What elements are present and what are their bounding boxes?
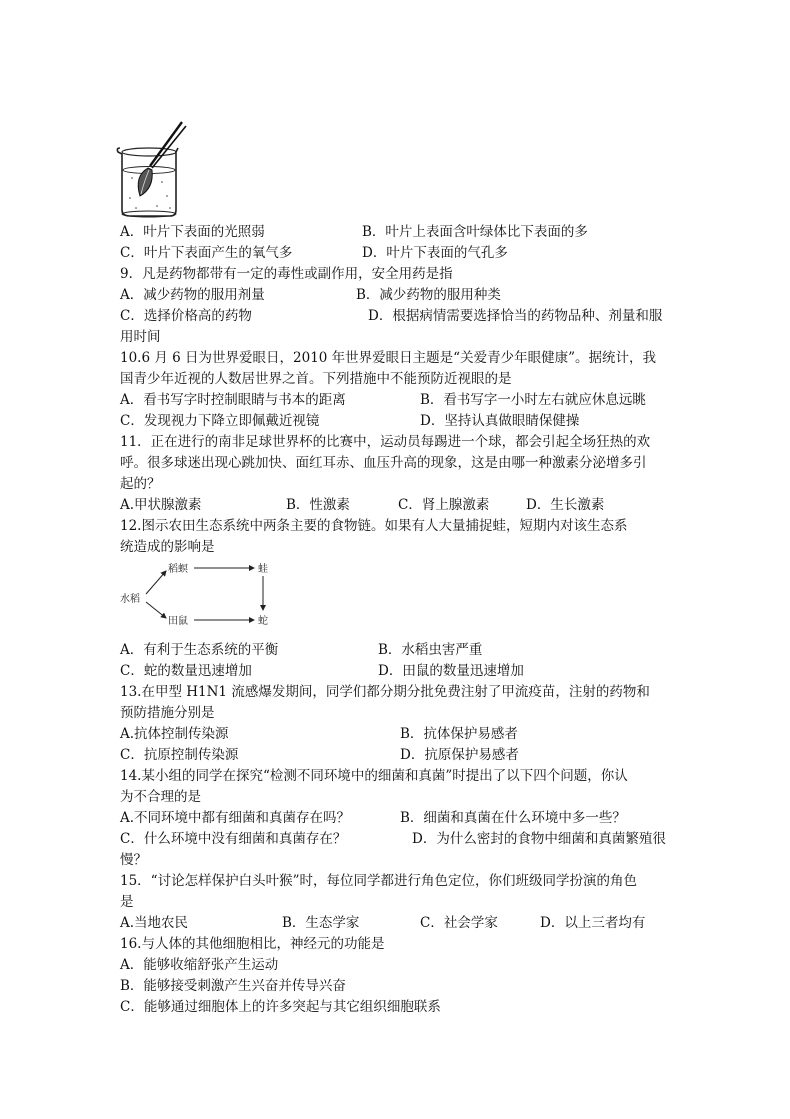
- q11-stem-line1: 11．正在进行的南非足球世界杯的比赛中，运动员每踢进一个球，都会引起全场狂热的欢: [120, 434, 651, 450]
- q8-option-c: C．叶片下表面产生的氧气多: [120, 245, 293, 261]
- q16-option-b: B．能够接受刺激产生兴奋并传导兴奋: [120, 978, 346, 994]
- beaker-leaf-illustration: [112, 118, 192, 220]
- q11-option-a: A.甲状腺激素: [120, 497, 202, 513]
- node-snake: 蛇: [258, 616, 268, 627]
- q12-option-a: A．有利于生态系统的平衡: [120, 642, 279, 658]
- q14-stem-line2: 为不合理的是: [120, 789, 201, 805]
- q10-stem-line2: 国青少年近视的人数居世界之首。下列措施中不能预防近视眼的是: [120, 371, 512, 387]
- q10-option-b: B．看书写字一小时左右就应休息远眺: [420, 392, 646, 408]
- q12-option-c: C．蛇的数量迅速增加: [120, 663, 252, 679]
- leaf-icon: [138, 168, 152, 196]
- q8-option-a: A．叶片下表面的光照弱: [120, 224, 265, 240]
- q16-stem: 16.与人体的其他细胞相比，神经元的功能是: [120, 936, 385, 952]
- q14-option-a: A.不同环境中都有细菌和真菌存在吗？: [120, 810, 351, 826]
- q8-option-b: B．叶片上表面含叶绿体比下表面的多: [362, 224, 588, 240]
- q13-option-b: B．抗体保护易感者: [400, 726, 518, 742]
- q15-option-b: B．生态学家: [282, 915, 360, 931]
- q16-option-c: C．能够通过细胞体上的许多突起与其它组织细胞联系: [120, 999, 441, 1015]
- node-locust: 稻螟: [168, 564, 188, 575]
- forceps-icon: [150, 122, 186, 168]
- q15-option-a: A.当地农民: [120, 915, 189, 931]
- q9-stem: 9．凡是药物都带有一定的毒性或副作用，安全用药是指: [120, 266, 453, 282]
- arrow-rice-mouse: [146, 602, 166, 618]
- q12-option-d: D．田鼠的数量迅速增加: [378, 663, 524, 679]
- q12-stem-line2: 统造成的影响是: [120, 539, 215, 555]
- q11-stem-line2: 呼。很多球迷出现心跳加快、面红耳赤、血压升高的现象，这是由哪一种激素分泌增多引: [120, 455, 647, 471]
- food-chain-diagram: [116, 558, 286, 630]
- q10-option-c: C．发现视力下降立即佩戴近视镜: [120, 413, 320, 429]
- q13-stem-line1: 13.在甲型 H1N1 流感爆发期间，同学们都分期分批免费注射了甲流疫苗，注射的药物和: [120, 684, 650, 700]
- q14-option-d-cont: 慢？: [120, 852, 147, 868]
- q11-option-b: B．性激素: [286, 497, 350, 513]
- q10-stem-line1: 10.6 月 6 日为世界爱眼日，2010 年世界爱眼日主题是“关爱青少年眼健康”。据统计，我: [120, 350, 656, 366]
- q14-option-d: D．为什么密封的食物中细菌和真菌繁殖很: [412, 831, 666, 847]
- q9-option-d-cont: 用时间: [120, 329, 161, 345]
- q9-option-c: C．选择价格高的药物: [120, 308, 252, 324]
- node-mouse: 田鼠: [168, 616, 188, 627]
- q10-option-d: D．坚持认真做眼睛保健操: [420, 413, 580, 429]
- q9-option-b: B．减少药物的服用种类: [356, 287, 501, 303]
- q11-option-c: C．肾上腺激素: [398, 497, 490, 513]
- q13-option-d: D．抗原保护易感者: [400, 747, 519, 763]
- q9-option-a: A．减少药物的服用剂量: [120, 287, 265, 303]
- q15-option-c: C．社会学家: [420, 915, 498, 931]
- q12-stem-line1: 12.图示农田生态系统中两条主要的食物链。如果有人大量捕捉蛙，短期内对该生态系: [120, 518, 628, 534]
- node-frog: 蛙: [258, 564, 268, 575]
- q10-option-a: A．看书写字时控制眼睛与书本的距离: [120, 392, 346, 408]
- q15-stem-line2: 是: [120, 894, 134, 910]
- q15-stem-line1: 15．“讨论怎样保护白头叶猴”时，每位同学都进行角色定位，你们班级同学扮演的角色: [120, 873, 637, 889]
- q8-option-d: D．叶片下表面的气孔多: [362, 245, 508, 261]
- node-rice: 水稻: [120, 594, 140, 605]
- q11-option-d: D．生长激素: [526, 497, 605, 513]
- q13-stem-line2: 预防措施分别是: [120, 705, 215, 721]
- q11-stem-line3: 起的？: [120, 476, 161, 492]
- q12-option-b: B．水稻虫害严重: [378, 642, 483, 658]
- q13-option-c: C．抗原控制传染源: [120, 747, 239, 763]
- q13-option-a: A.抗体控制传染源: [120, 726, 229, 742]
- q14-option-b: B．细菌和真菌在什么环境中多一些？: [400, 810, 626, 826]
- q14-option-c: C．什么环境中没有细菌和真菌存在？: [120, 831, 347, 847]
- q15-option-d: D．以上三者均有: [540, 915, 646, 931]
- arrow-rice-locust: [146, 571, 166, 594]
- q14-stem-line1: 14.某小组的同学在探究“检测不同环境中的细菌和真菌”时提出了以下四个问题，你认: [120, 768, 628, 784]
- q9-option-d: D．根据病情需要选择恰当的药物品种、剂量和服: [368, 308, 663, 324]
- q16-option-a: A．能够收缩舒张产生运动: [120, 957, 279, 973]
